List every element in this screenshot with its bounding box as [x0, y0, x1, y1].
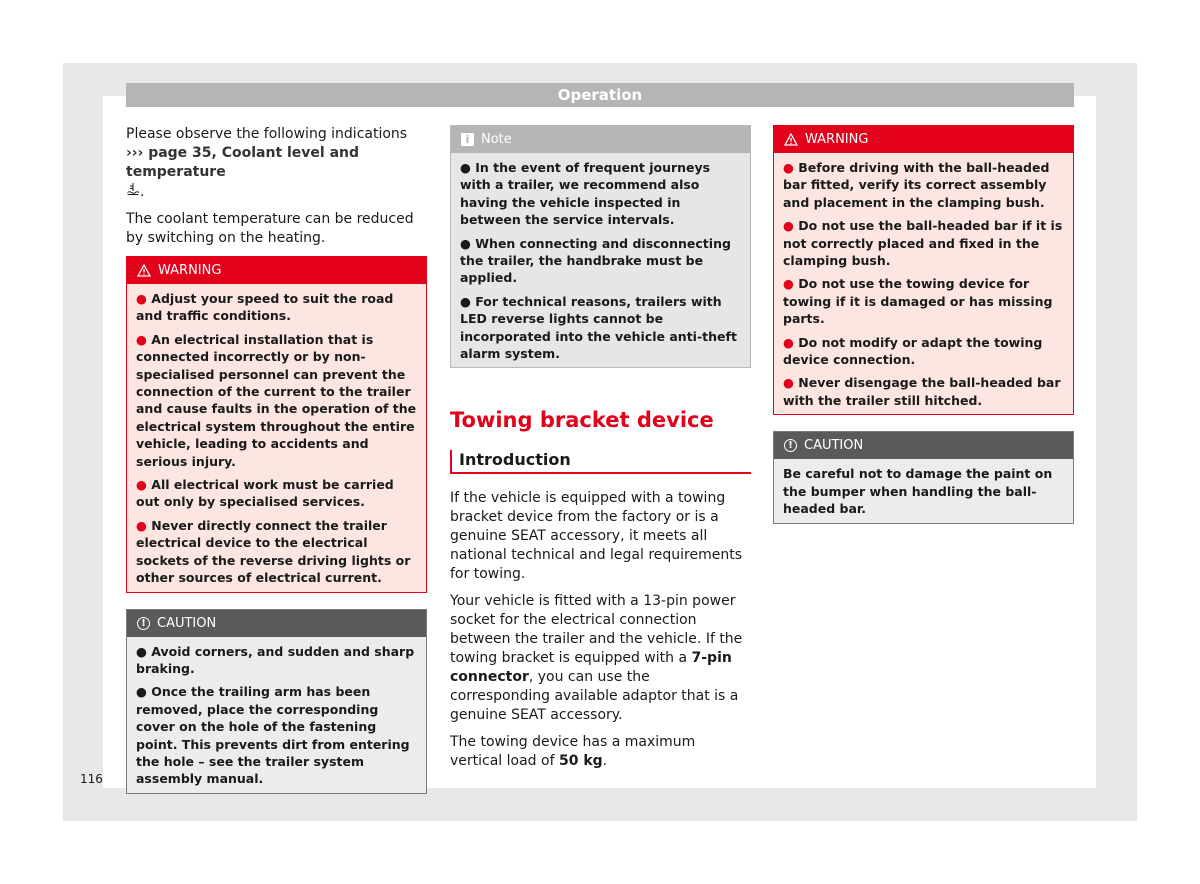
subsection-title: Introduction [450, 450, 751, 474]
caution-item: ● Avoid corners, and sudden and sharp braking. [136, 643, 415, 676]
section-title: Towing bracket device [450, 408, 714, 433]
caution-item: ● Once the trailing arm has been removed, place the corresponding cover on the hole of the fastening point. This prevents dirt from entering the hole – see the trailer system assembly manual. [136, 684, 410, 787]
heating-paragraph: The coolant temperature can be reduced by switching on the heating. [126, 211, 414, 246]
warning-triangle-icon [784, 133, 798, 146]
coolant-temperature-icon [126, 184, 140, 200]
warning-header: WARNING [774, 126, 1073, 153]
caution-icon: ! [784, 439, 797, 452]
caution-icon: ! [137, 617, 150, 630]
note-item: ● For technical reasons, trailers with LED reverse lights cannot be incorporated into the vehicle anti-theft alarm system. [460, 293, 737, 362]
column-1 [126, 125, 427, 810]
caution-text: Be careful not to damage the paint on the bumper when handling the ball-headed bar. [783, 466, 1053, 517]
chapter-header: Operation [126, 83, 1074, 107]
cross-reference-link[interactable]: ››› page 35, Coolant level and temperature [126, 145, 360, 180]
intro-paragraph-3: The towing device has a maximum vertical load of 50 kg. [450, 734, 696, 770]
warning-item: ● Adjust your speed to suit the road and traffic conditions. [136, 291, 394, 324]
warning-header: WARNING [127, 257, 426, 284]
warning-item: ● Do not use the towing device for towing if it is damaged or has missing parts. [783, 276, 1053, 327]
warning-item: ● Do not modify or adapt the towing device connection. [783, 334, 1043, 368]
intro-paragraph: Please observe the following indications ››› page 35, Coolant level and temperature . [126, 126, 408, 200]
warning-triangle-icon [137, 264, 151, 277]
page-number: 116 [80, 772, 103, 786]
caution-box [773, 431, 1074, 523]
note-item: ● In the event of frequent journeys with a trailer, we recommend also having the vehicle inspected in between the service intervals. [460, 160, 711, 228]
column-3 [773, 125, 1074, 540]
info-icon: i [461, 133, 474, 146]
intro-paragraph-2: Your vehicle is fitted with a 13-pin power socket for the electrical connection between the trailer and the vehicle. If the towing bracket is equipped with a 7-pin connector, you can use the corresponding available adaptor that is a genuine SEAT accessory. [450, 593, 743, 724]
note-item: ● When connecting and disconnecting the trailer, the handbrake must be applied. [460, 235, 731, 286]
note-box [450, 125, 751, 368]
warning-item: ● Before driving with the ball-headed bar fitted, verify its correct assembly and placement in the clamping bush. [783, 160, 1050, 210]
note-header: i Note [451, 126, 750, 153]
warning-item: ● Do not use the ball-headed bar if it is not correctly placed and fixed in the clamping bush. [783, 218, 1063, 269]
caution-header: ! CAUTION [127, 610, 426, 637]
warning-item: ● All electrical work must be carried out only by specialised services. [136, 477, 394, 510]
column-2 [450, 125, 751, 779]
caution-box [126, 609, 427, 794]
warning-item: ● Never disengage the ball-headed bar with the trailer still hitched. [783, 375, 1061, 408]
warning-box [126, 256, 427, 593]
caution-header: ! CAUTION [774, 432, 1073, 459]
warning-box [773, 125, 1074, 415]
intro-paragraph-1: If the vehicle is equipped with a towing bracket device from the factory or is a genuine SEAT accessory, it meets all national technical and legal requirements for towing. [450, 490, 743, 583]
warning-item: ● An electrical installation that is connected incorrectly or by non-specialised personnel can prevent the connection of the current to the trailer and cause faults in the operation of the electrical system throughout the entire vehicle, leading to accidents and serious injury. [136, 331, 417, 469]
warning-item: ● Never directly connect the trailer electrical device to the electrical sockets of the reverse driving lights or other sources of electrical current. [136, 517, 411, 586]
